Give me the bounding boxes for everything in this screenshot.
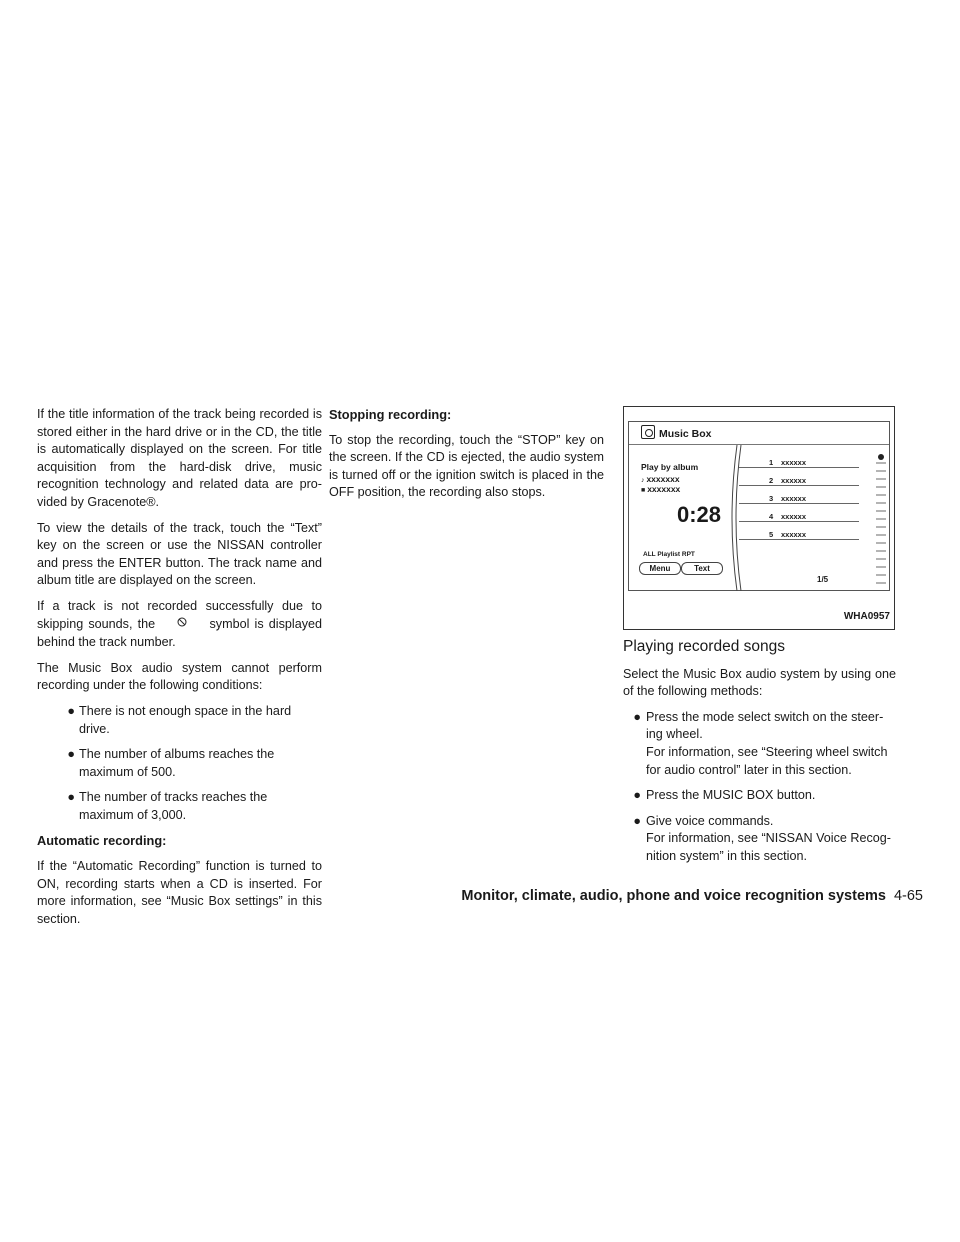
figure-wrapper: [623, 406, 896, 632]
right-column: [623, 406, 896, 874]
paragraph-title-info: If the title information of the track being recorded is stored either in the hard drive or in the CD, the title is automatically displayed on the screen. For title acquisition from the hard-disk drive, music recognition technology and related data are pro-vided by Gracenote®.: [37, 407, 322, 509]
album-line: ♪ xxxxxxx: [641, 474, 680, 484]
table-row[interactable]: 2 xxxxxx: [739, 467, 859, 486]
repeat-label: ALL Playlist RPT: [643, 551, 695, 558]
stopping-recording-heading: Stopping recording:: [329, 407, 452, 422]
scrollbar[interactable]: [875, 453, 887, 587]
table-row[interactable]: 3 xxxxxx: [739, 485, 859, 504]
page-number: 4-65: [893, 888, 923, 904]
conditions-list: [37, 703, 322, 825]
bullet-icon: ●: [633, 788, 641, 803]
paragraph-text-details: To view the details of the track, touch the “Text” key on the screen or use the NISSAN controller and press the ENTER button. The track name and album title are displayed on the screen.: [37, 520, 322, 588]
skipping-text-after: symbol is displayed behind the track number.: [37, 616, 323, 650]
bullet-icon: ●: [67, 747, 75, 762]
music-box-screen: [628, 421, 890, 591]
automatic-recording-heading: Automatic recording:: [37, 833, 167, 849]
track-list: [739, 445, 889, 590]
paragraph-select-methods: Select the Music Box audio system by using one of the following methods:: [623, 666, 896, 699]
table-row[interactable]: 1 xxxxxx: [739, 449, 859, 468]
elapsed-time: 0:28: [677, 502, 722, 527]
list-item: ● Press the mode select switch on the steer-ing wheel. For information, see “Steering wheel switch for audio control” later in this section.: [623, 709, 896, 779]
page-indicator: 1/5: [817, 575, 829, 584]
page-footer: [0, 888, 923, 904]
figure-code: WHA0957: [843, 611, 890, 623]
stop-square-icon: ■: [641, 487, 648, 494]
music-box-icon: [641, 425, 655, 439]
bullet-icon: ●: [67, 790, 75, 805]
text-button[interactable]: Text: [681, 562, 723, 575]
paragraph-skipping: [37, 598, 322, 652]
left-column: [37, 406, 322, 936]
music-box-figure: [623, 406, 895, 630]
paragraph-conditions: The Music Box audio system cannot perform recording under the following conditions:: [37, 660, 322, 693]
bullet-icon: ●: [633, 813, 641, 828]
table-row[interactable]: 5 xxxxxx: [739, 521, 859, 540]
chapter-title: Monitor, climate, audio, phone and voice recognition systems: [461, 888, 886, 904]
play-mode-label: Play by album: [641, 462, 699, 472]
screen-title: Music Box: [659, 428, 712, 440]
bullet-icon: ●: [633, 709, 641, 724]
list-item: ● Give voice commands. For information, see “NISSAN Voice Recog-nition system” in this section.: [623, 813, 896, 866]
bullet-icon: ●: [67, 703, 75, 718]
list-item: ● Press the MUSIC BOX button.: [623, 787, 896, 805]
playing-recorded-songs-heading: Playing recorded songs: [623, 638, 785, 655]
skip-symbol-icon: [160, 617, 204, 635]
table-row[interactable]: 4 xxxxxx: [739, 503, 859, 522]
middle-column: [329, 406, 604, 510]
skipping-text-before: If a track is not recorded successfully due to skipping sounds, the: [37, 598, 322, 631]
paragraph-automatic-recording: If the “Automatic Recording” function is turned to ON, recording starts when a CD is inserted. For more information, see “Music Box settings” in this section.: [37, 859, 322, 926]
paragraph-stopping-recording: To stop the recording, touch the “STOP” key on the screen. If the CD is ejected, the audio system is turned off or the ignition switch is placed in the OFF position, the recording also stops.: [329, 432, 604, 500]
methods-list: [623, 709, 896, 866]
list-item: ● There is not enough space in the hard drive.: [37, 703, 322, 738]
menu-button[interactable]: Menu: [639, 562, 681, 575]
screen-title-bar: [629, 422, 889, 445]
list-item: ● The number of albums reaches the maximum of 500.: [37, 746, 322, 781]
disc-icon: ♪: [641, 477, 647, 484]
list-item: ● The number of tracks reaches the maximum of 3,000.: [37, 789, 322, 824]
artist-line: ■ xxxxxxx: [641, 484, 681, 494]
